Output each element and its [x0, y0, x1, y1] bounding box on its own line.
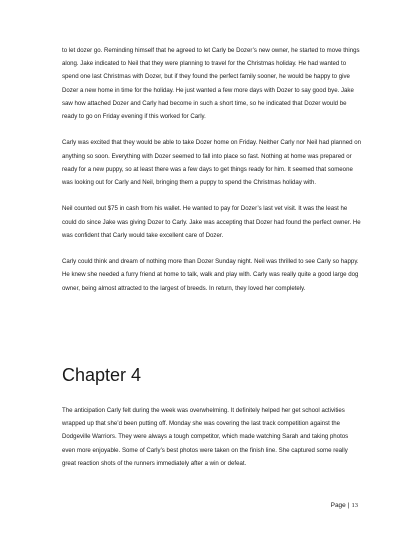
- paragraph-1: to let dozer go. Reminding himself that he agreed to let Carly be Dozer’s new owner, he started to move things along. Jake indicated to Neil that they were planning to travel for the Christmas holiday. He had wanted to spend one last Christmas with Dozer, but if they found the perfect family sooner, he would be happy to give Dozer a new home in time for the holiday. He just wanted a few more days with Dozer to say good bye. Jake saw how attached Dozer and Carly had become in such a short time, so he indicated that Dozer would be ready to go on Friday evening if this worked for Carly.: [62, 47, 360, 121]
- chapter-heading: Chapter 4: [62, 365, 142, 385]
- page-label: Page: [330, 502, 346, 509]
- paragraph-2: Carly was excited that they would be able to take Dozer home on Friday. Neither Carly nor Neil had planned on anything so soon. Everything with Dozer seemed to fall into place so fast. Nothing at home was prepared or ready for a new puppy, so at least there was a few days to get things ready for him. It seemed that someone was looking out for Carly and Neil, bringing them a puppy to spend the Christmas holiday with.: [62, 139, 361, 187]
- paragraph-3: Neil counted out $75 in cash from his wallet. He wanted to pay for Dozer’s last vet visit. It was the least he could do since Jake was giving Dozer to Carly. Jake was accepting that Dozer had found the perfect owner. He was confident that Carly would take excellent care of Dozer.: [62, 205, 361, 239]
- body-text-bottom: [62, 404, 362, 470]
- paragraph-4: Carly could think and dream of nothing more than Dozer Sunday night. Neil was thrilled to see Carly so happy. He knew she needed a furry friend at home to talk, walk and play with. Carly was really quite a good large dog owner, being almost attracted to the largest of breeds. In return, they loved her completely.: [62, 258, 359, 292]
- body-text-top: [62, 44, 362, 295]
- page-number: 13: [351, 502, 358, 509]
- page-separator: |: [347, 502, 350, 509]
- page-footer: [331, 502, 358, 509]
- paragraph-5: The anticipation Carly felt during the week was overwhelming. It definitely helped her get school activities wrapped up that she’d been putting off. Monday she was covering the last track competition against the Dodgeville Warriors. They were always a tough competitor, which made watching Sarah and taking photos even more enjoyable. Some of Carly’s best photos were taken on the finish line. She captured some really great reaction shots of the runners immediately after a win or defeat.: [62, 407, 349, 467]
